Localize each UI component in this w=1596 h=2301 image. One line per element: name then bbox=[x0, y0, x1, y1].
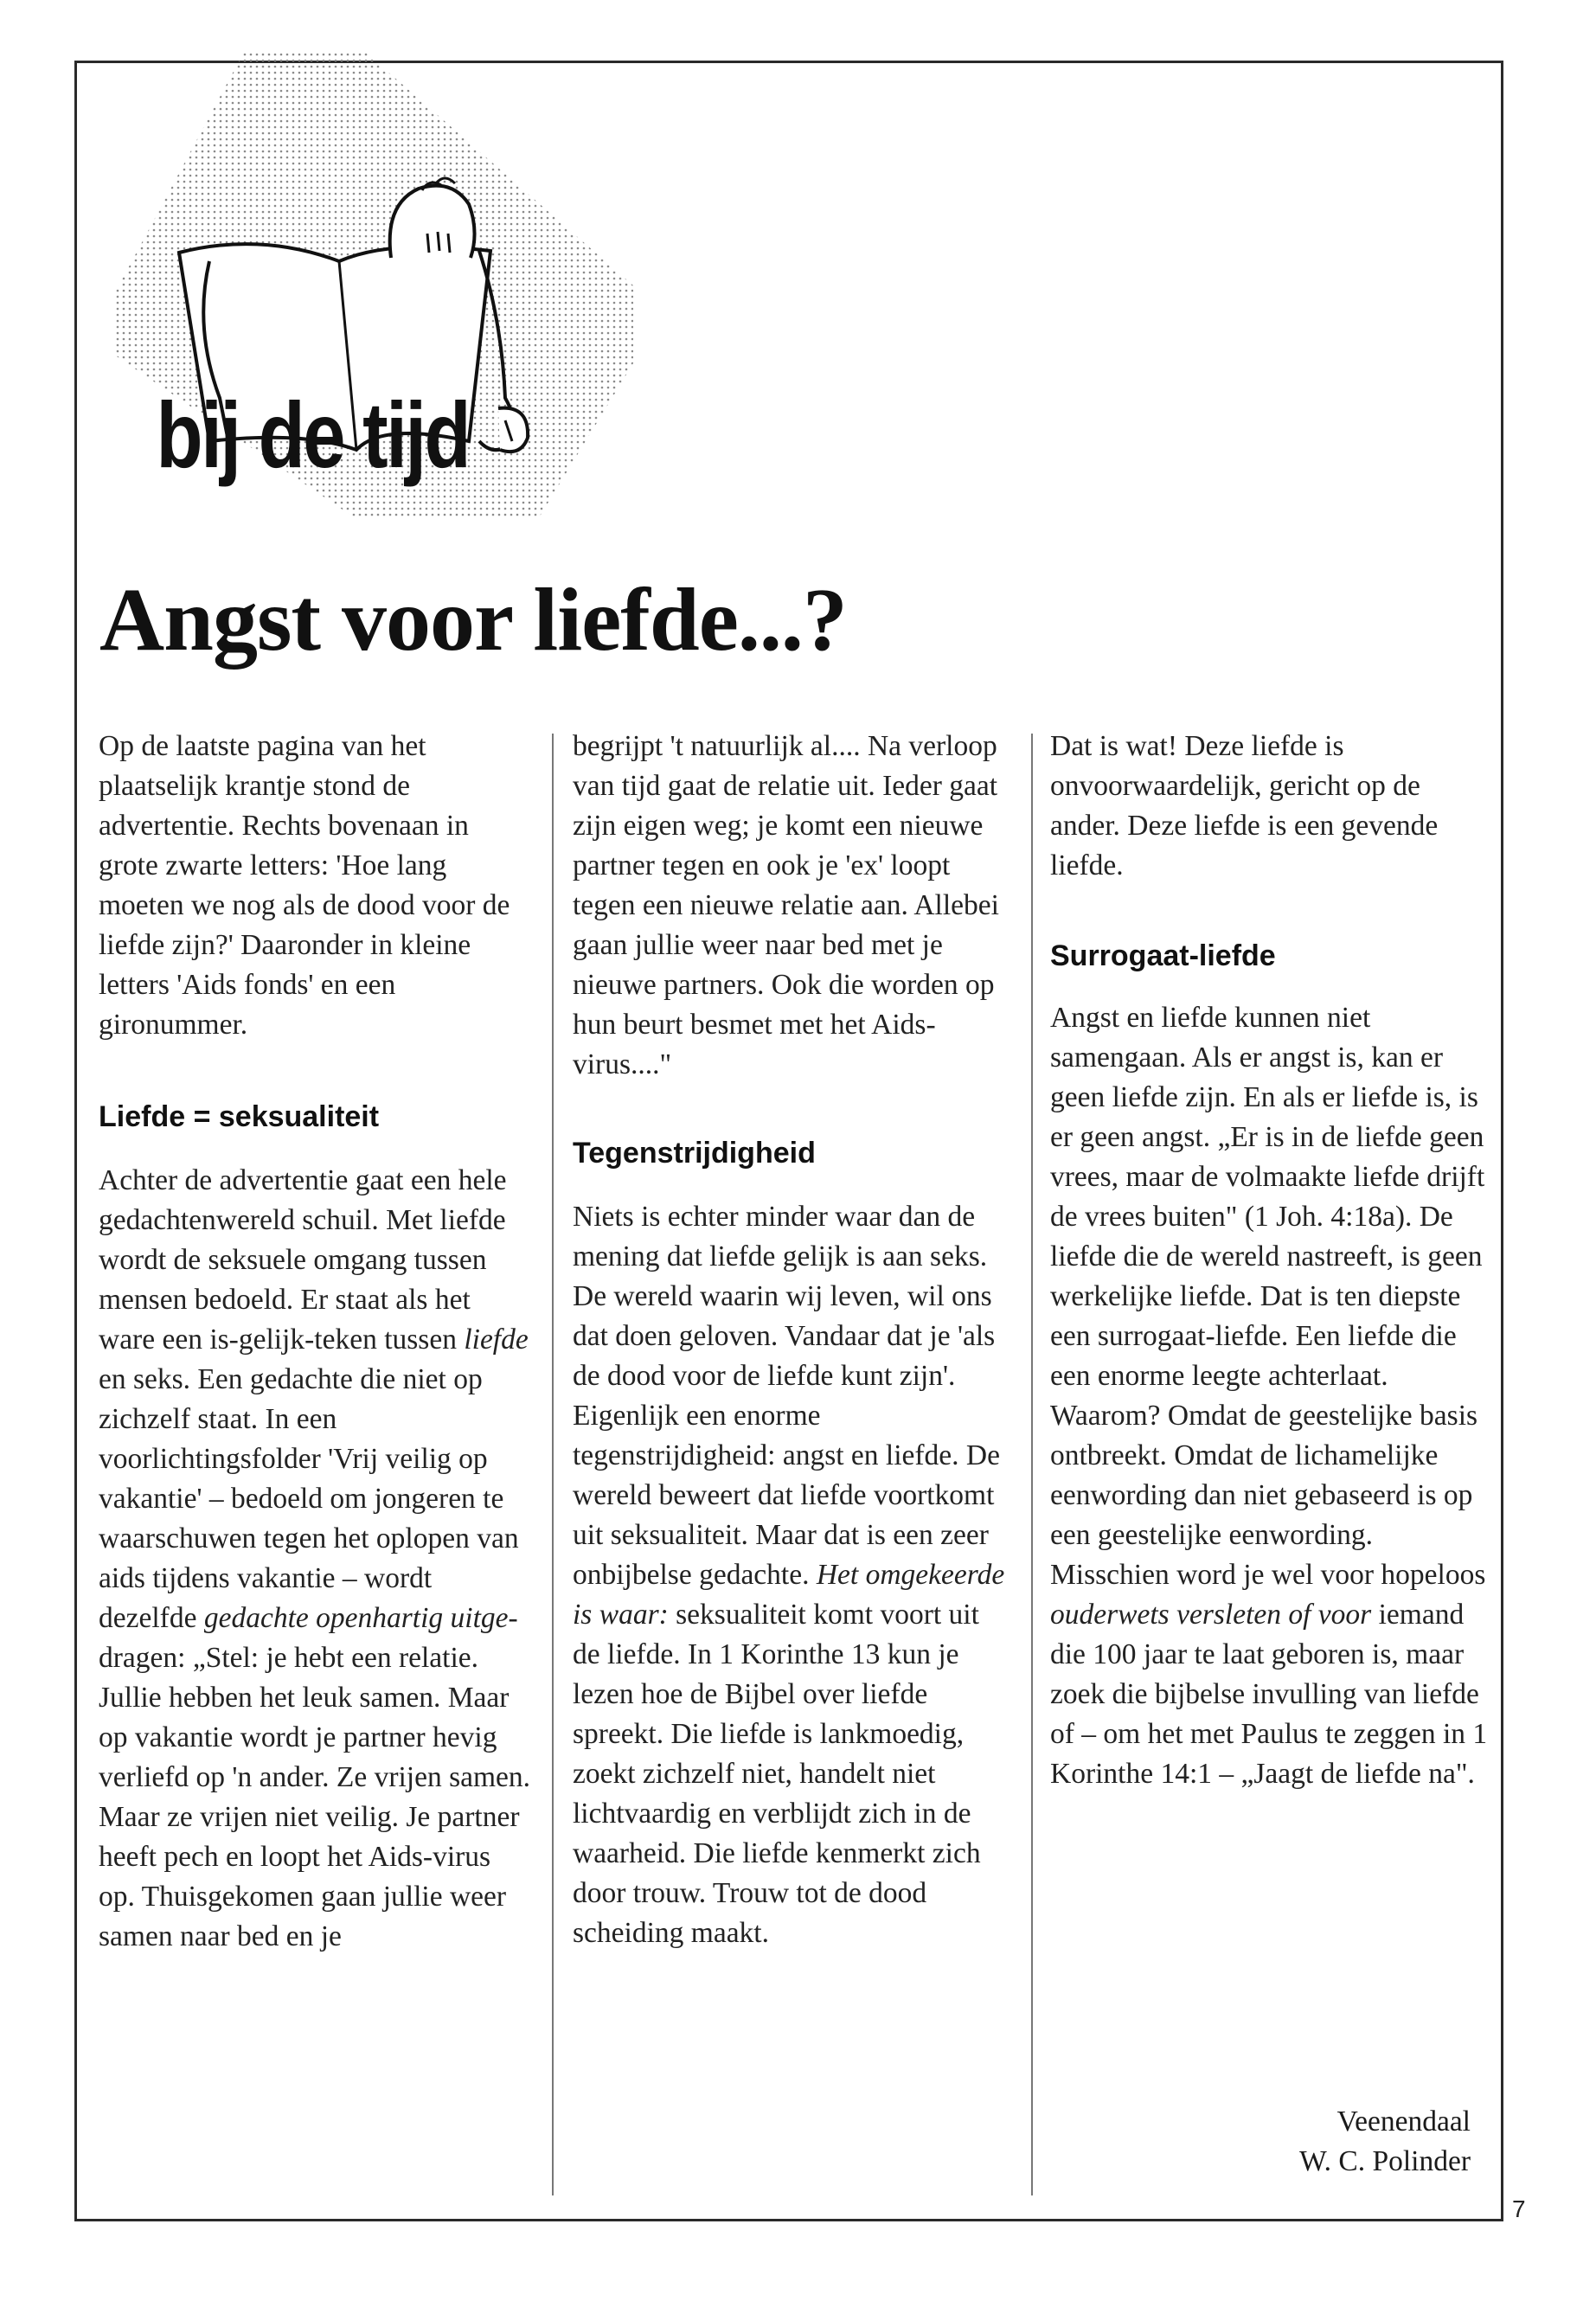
newspaper-reader-logo bbox=[80, 35, 633, 554]
logo-text: bij de tijd bbox=[156, 382, 470, 487]
section-heading-liefde-seksualiteit: Liefde = seksualiteit bbox=[99, 1100, 380, 1133]
continuation-paragraph: begrijpt 't natuurlijk al.... Na verloop van tijd gaat de relatie uit. Ieder gaat zijn eigen weg; je komt een nieuwe partner tegen en ook je 'ex' loopt tegen een nieuwe relatie aan. Allebei gaan jullie weer naar bed met je nieuwe partners. Ook die worden op hun beurt besmet met het Aids-virus...." bbox=[573, 730, 999, 1080]
column-divider bbox=[1031, 734, 1033, 2195]
column-divider bbox=[552, 734, 554, 2195]
article-title: Angst voor liefde...? bbox=[99, 570, 847, 670]
body-paragraph: Achter de advertentie gaat een hele gedachtenwereld schuil. Met liefde wordt de seksuele omgang tussen mensen bedoeld. Er staat als het ware een is-gelijk-teken tussen liefde en seks. Een gedachte die niet op zichzelf staat. In een voorlichtingsfolder 'Vrij veilig op vakantie' – bedoeld om jongeren te waarschuwen tegen het oplopen van aids tijdens vakantie – wordt dezelfde gedachte openhartig uitge- dragen: „Stel: je hebt een relatie. Jullie hebben het leuk samen. Maar op vakantie wordt je partner hevig verliefd op 'n ander. Ze vrijen samen. Maar ze vrijen niet veilig. Je partner heeft pech en loopt het Aids-virus op. Thuisgekomen gaan jullie weer samen naar bed en je bbox=[99, 1164, 531, 1952]
article-column-3 bbox=[1050, 727, 1491, 1794]
reader-hand-icon bbox=[498, 408, 528, 452]
signature-author: W. C. Polinder bbox=[1299, 2145, 1471, 2177]
page-number: 7 bbox=[1512, 2195, 1526, 2222]
article-column-2 bbox=[573, 727, 1005, 1953]
section-heading-tegenstrijdigheid: Tegenstrijdigheid bbox=[573, 1137, 816, 1170]
article-column-1 bbox=[99, 727, 531, 1957]
section-heading-surrogaat-liefde: Surrogaat-liefde bbox=[1050, 939, 1276, 972]
signature-place: Veenendaal bbox=[1336, 2106, 1471, 2138]
body-paragraph: Angst en liefde kunnen niet samengaan. Als er angst is, kan er geen liefde zijn. En als er liefde is, is er geen angst. „Er is in de liefde geen vrees, maar de volmaakte liefde drijft de vrees buiten" (1 Joh. 4:18a). De liefde die de wereld nastreeft, is geen werkelijke liefde. Dat is ten diepste een surrogaat-liefde. Een liefde die een enorme leegte achterlaat. Waarom? Omdat de geestelijke basis ontbreekt. Omdat de lichamelijke eenwording dan niet gebaseerd is op een geestelijke eenwording. Misschien word je wel voor hopeloos ouderwets versleten of voor iemand die 100 jaar te laat geboren is, maar zoek die bijbelse invulling van liefde of – om het met Paulus te zeggen in 1 Korinthe 14:1 – „Jaagt de liefde na". bbox=[1050, 1002, 1488, 1790]
continuation-paragraph: Dat is wat! Deze liefde is onvoorwaardelijk, gericht op de ander. Deze liefde is een gevende liefde. bbox=[1050, 730, 1439, 881]
intro-paragraph: Op de laatste pagina van het plaatselijk krantje stond de advertentie. Rechts bovenaan in grote zwarte letters: 'Hoe lang moeten we nog als de dood voor de liefde zijn?' Daaronder in kleine letters 'Aids fonds' en een gironummer. bbox=[99, 730, 510, 1041]
body-paragraph: Niets is echter minder waar dan de mening dat liefde gelijk is aan seks. De wereld waarin wij leven, wil ons dat doen geloven. Vandaar dat je 'als de dood voor de liefde kunt zijn'. Eigenlijk een enorme tegenstrijdigheid: angst en liefde. De wereld beweert dat liefde voortkomt uit seksualiteit. Maar dat is een zeer onbijbelse gedachte. Het omgekeerde is waar: seksualiteit komt voort uit de liefde. In 1 Korinthe 13 kun je lezen hoe de Bijbel over liefde spreekt. Die liefde is lankmoedig, zoekt zichzelf niet, handelt niet lichtvaardig en verblijdt zich in de waarheid. Die liefde kenmerkt zich door trouw. Trouw tot de dood scheiding maakt. bbox=[573, 1201, 1005, 1949]
author-signature bbox=[1211, 2102, 1471, 2182]
